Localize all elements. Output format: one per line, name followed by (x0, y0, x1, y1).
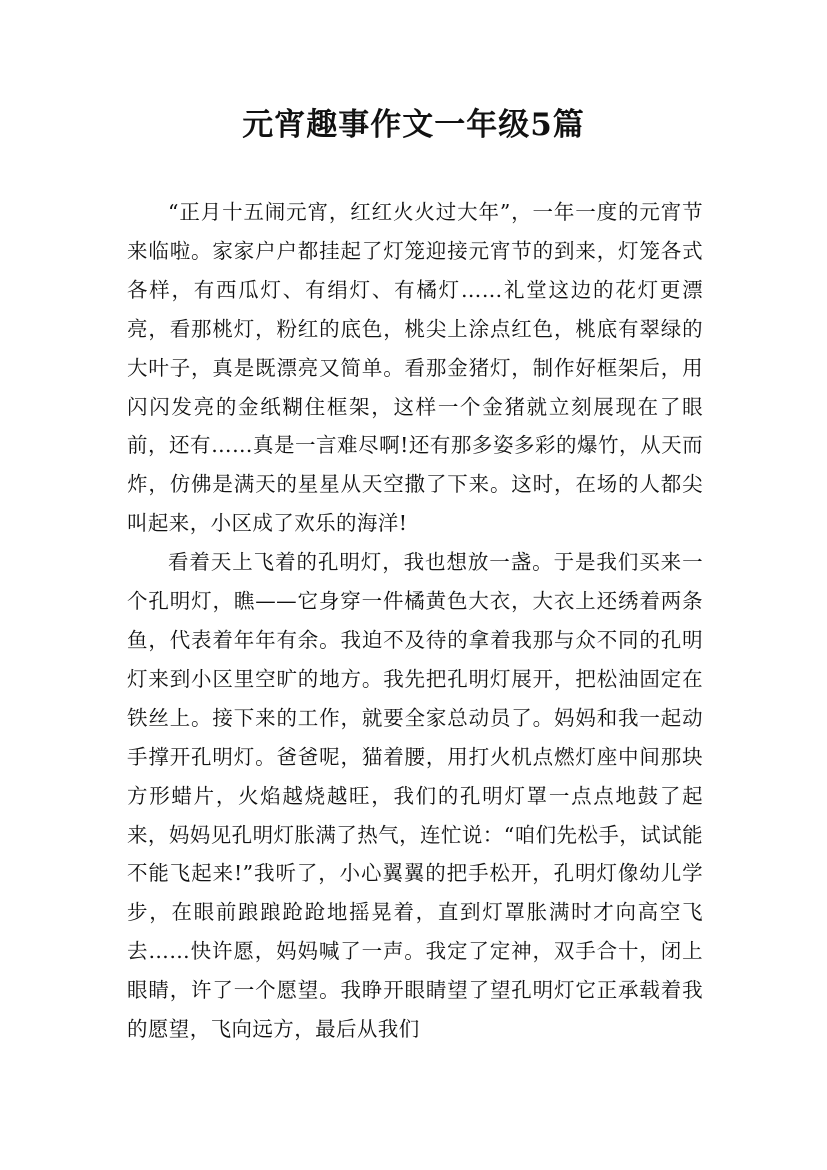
document-body (127, 193, 703, 1049)
document-title: 元宵趣事作文一年级5篇 (242, 107, 585, 143)
paragraph-1: “正月十五闹元宵，红红火火过大年”，一年一度的元宵节来临啦。家家户户都挂起了灯笼迎接元宵节的到来，灯笼各式各样，有西瓜灯、有绢灯、有橘灯……礼堂这边的花灯更漂亮，看那桃灯，粉红的底色，桃尖上涂点红色，桃底有翠绿的大叶子，真是既漂亮又简单。看那金猪灯，制作好框架后，用闪闪发亮的金纸糊住框架，这样一个金猪就立刻展现在了眼前，还有……真是一言难尽啊!还有那多姿多彩的爆竹，从天而炸，仿佛是满天的星星从天空撒了下来。这时，在场的人都尖叫起来，小区成了欢乐的海洋! (127, 200, 703, 536)
paragraph-2: 看着天上飞着的孔明灯，我也想放一盏。于是我们买来一个孔明灯，瞧——它身穿一件橘黄色大衣，大衣上还绣着两条鱼，代表着年年有余。我迫不及待的拿着我那与众不同的孔明灯来到小区里空旷的地方。我先把孔明灯展开，把松油固定在铁丝上。接下来的工作，就要全家总动员了。妈妈和我一起动手撑开孔明灯。爸爸呢，猫着腰，用打火机点燃灯座中间那块方形蜡片，火焰越烧越旺，我们的孔明灯罩一点点地鼓了起来，妈妈见孔明灯胀满了热气，连忙说：“咱们先松手，试试能不能飞起来!”我听了，小心翼翼的把手松开，孔明灯像幼儿学步，在眼前踉踉跄跄地摇晃着，直到灯罩胀满时才向高空飞去……快许愿，妈妈喊了一声。我定了定神，双手合十，闭上眼睛，许了一个愿望。我睁开眼睛望了望孔明灯它正承载着我的愿望，飞向远方，最后从我们 (127, 550, 703, 1042)
